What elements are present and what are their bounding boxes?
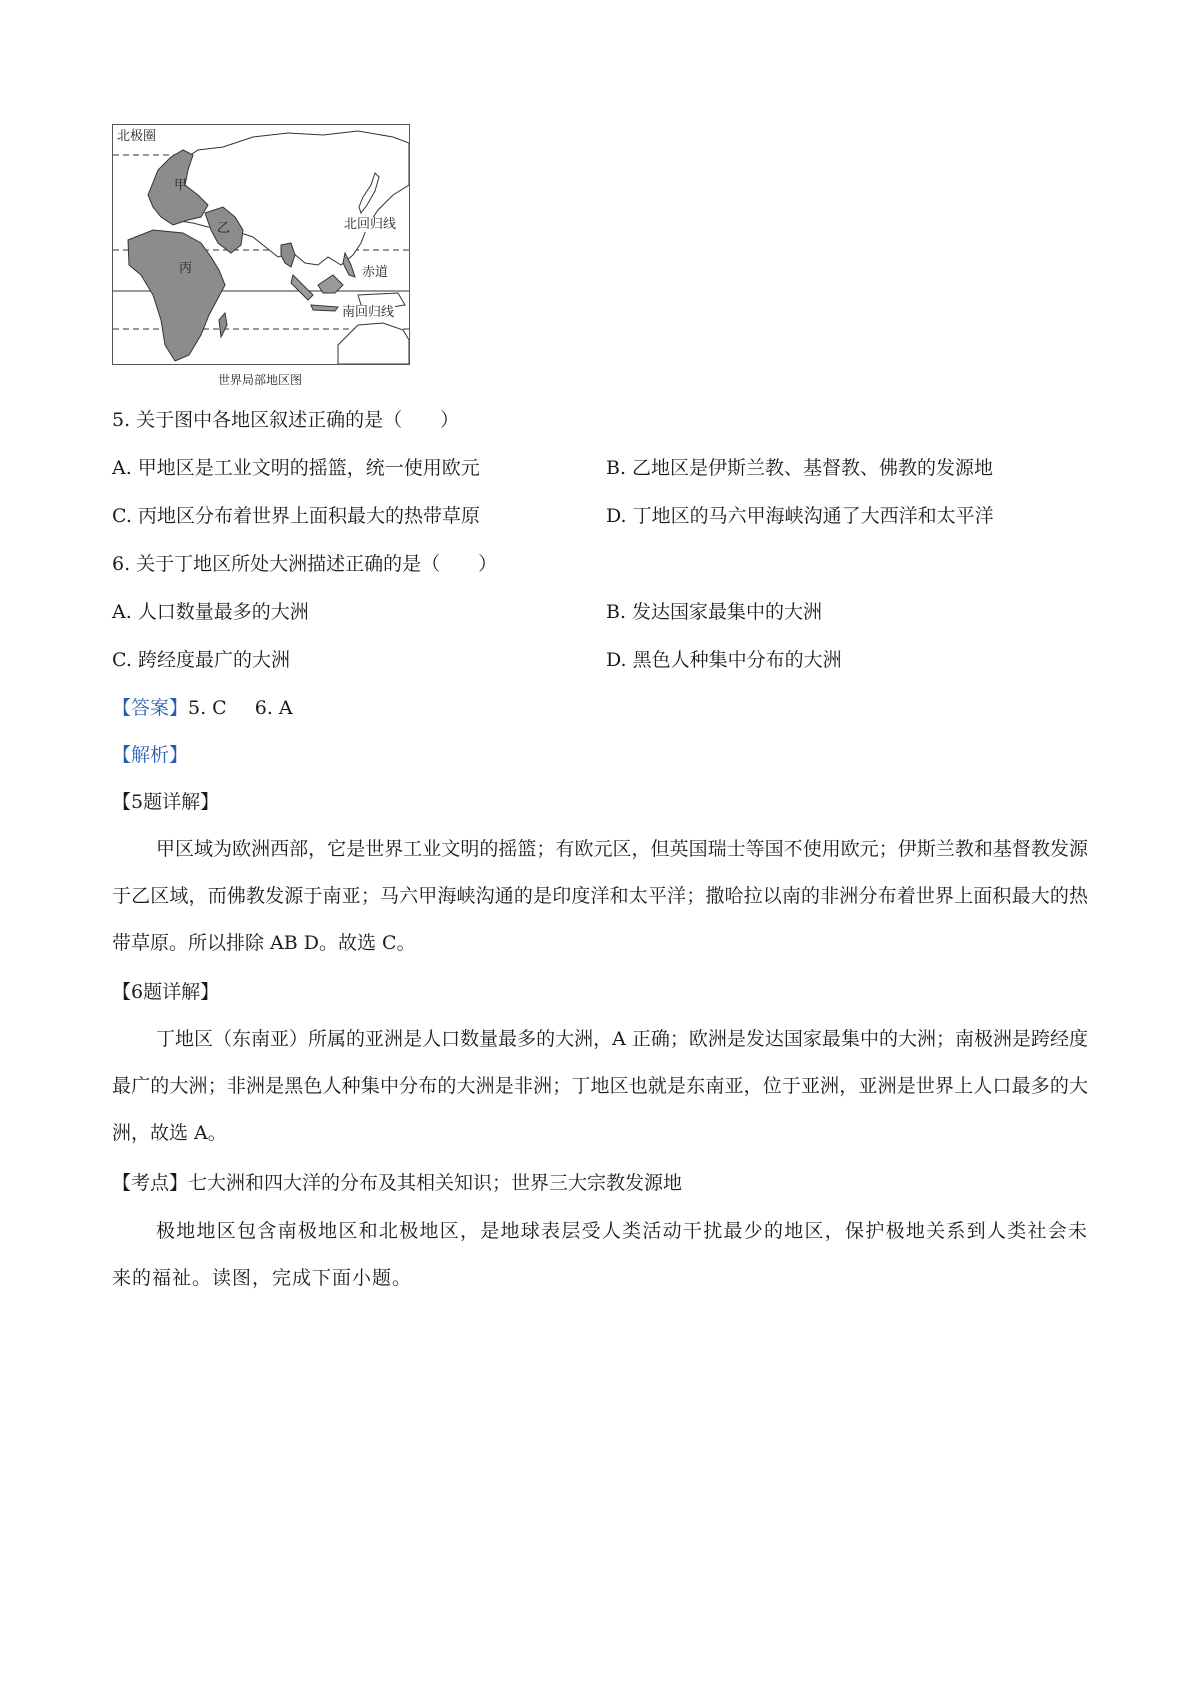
detail6-tag: 【6题详解】 <box>112 981 220 1003</box>
kaodian-tag: 【考点】 <box>112 1172 189 1194</box>
answer-line <box>112 695 293 721</box>
q6-stem: 6. 关于丁地区所处大洲描述正确的是（ ） <box>112 553 498 575</box>
q5-option-d: D. 丁地区的马六甲海峡沟通了大西洋和太平洋 <box>606 505 994 527</box>
q5-option-c: C. 丙地区分布着世界上面积最大的热带草原 <box>112 505 480 527</box>
arctic-circle-label: 北极圈 <box>117 129 157 144</box>
tropic-cancer-label: 北回归线 <box>344 217 397 232</box>
answer-tag: 【答案】 <box>112 697 189 719</box>
kaodian-line <box>112 1170 682 1196</box>
detail6-text: 丁地区（东南亚）所属的亚洲是人口数量最多的大洲，A 正确；欧洲是发达国家最集中的大洲；南极洲是跨经度最广的大洲；非洲是黑色人种集中分布的大洲是非洲；丁地区也就是东南亚，位于亚洲，亚洲是世界上人口最多的大洲，故选 A。 <box>112 1028 1088 1144</box>
map-drawing <box>113 125 409 364</box>
map-caption: 世界局部地区图 <box>217 373 302 387</box>
region-yi-label: 乙 <box>217 221 231 236</box>
q6-option-d: D. 黑色人种集中分布的大洲 <box>606 649 842 671</box>
q5-option-b: B. 乙地区是伊斯兰教、基督教、佛教的发源地 <box>606 457 994 479</box>
analysis-tag: 【解析】 <box>112 744 189 766</box>
world-regional-map-figure <box>112 124 412 388</box>
q5-option-a: A. 甲地区是工业文明的摇篮，统一使用欧元 <box>112 457 480 479</box>
answer-6: 6. A <box>254 697 293 719</box>
equator-label: 赤道 <box>362 265 389 280</box>
detail5-text: 甲区域为欧洲西部，它是世界工业文明的摇篮；有欧元区，但英国瑞士等国不使用欧元；伊斯兰教和基督教发源于乙区域，而佛教发源于南亚；马六甲海峡沟通的是印度洋和太平洋；撒哈拉以南的非洲分布着世界上面积最大的热带草原。所以排除 AB D。故选 C。 <box>112 838 1088 954</box>
borneo-shape <box>318 275 343 293</box>
detail5-tag: 【5题详解】 <box>112 791 220 813</box>
intro-paragraph: 极地地区包含南极地区和北极地区，是地球表层受人类活动干扰最少的地区，保护极地关系到人类社会未来的福祉。读图，完成下面小题。 <box>112 1220 1088 1289</box>
region-bing-shape <box>128 230 225 361</box>
q6-option-b: B. 发达国家最集中的大洲 <box>606 601 823 623</box>
map-frame <box>112 124 410 365</box>
q5-stem: 5. 关于图中各地区叙述正确的是（ ） <box>112 409 460 431</box>
q6-option-c: C. 跨经度最广的大洲 <box>112 649 290 671</box>
answer-5: 5. C <box>188 697 227 719</box>
java-shape <box>311 305 338 311</box>
tropic-capricorn-label: 南回归线 <box>342 305 395 320</box>
kaodian-text: 七大洲和四大洋的分布及其相关知识；世界三大宗教发源地 <box>188 1172 683 1194</box>
region-jia-label: 甲 <box>174 178 188 193</box>
q6-option-a: A. 人口数量最多的大洲 <box>112 601 309 623</box>
madagascar-shape <box>219 313 227 337</box>
sumatra-shape <box>291 275 313 300</box>
region-bing-label: 丙 <box>179 261 193 276</box>
